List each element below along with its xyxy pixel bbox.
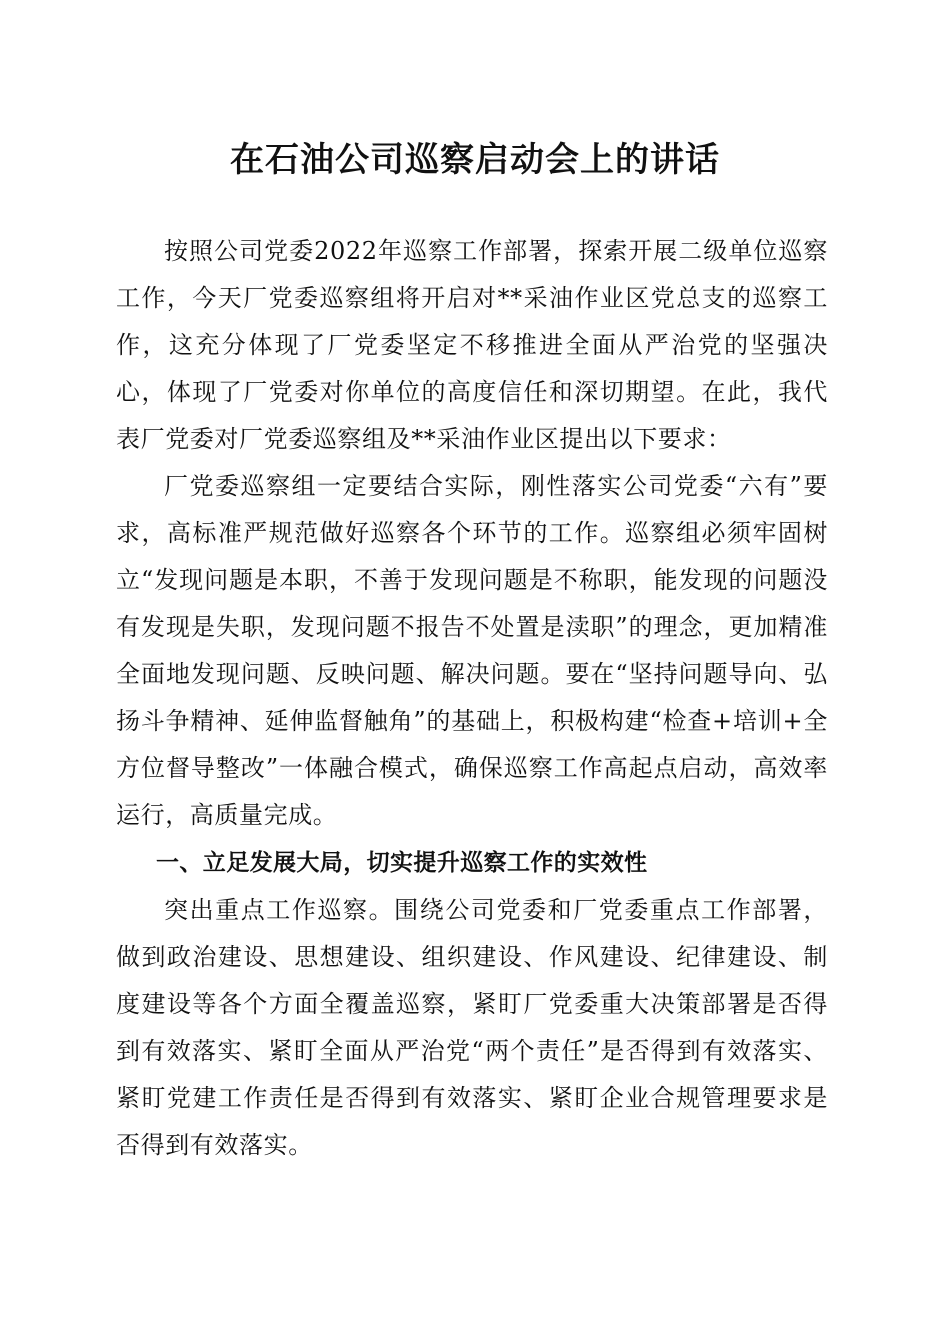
paragraph-section-1: 突出重点工作巡察。围绕公司党委和厂党委重点工作部署，做到政治建设、思想建设、组织建设、作风建设、纪律建设、制度建设等各个方面全覆盖巡察，紧盯厂党委重大决策部署是否得到有效落实、紧盯全面从严治党“两个责任”是否得到有效落实、紧盯党建工作责任是否得到有效落实、紧盯企业合规管理要求是否得到有效落实。 xyxy=(116,896,828,1159)
document-body xyxy=(116,228,828,1169)
paragraph-intro: 按照公司党委2022年巡察工作部署，探索开展二级单位巡察工作，今天厂党委巡察组将开启对**采油作业区党总支的巡察工作，这充分体现了厂党委坚定不移推进全面从严治党的坚强决心，体现了厂党委对你单位的高度信任和深切期望。在此，我代表厂党委对厂党委巡察组及**采油作业区提出以下要求： xyxy=(116,237,828,453)
document-title: 在石油公司巡察启动会上的讲话 xyxy=(230,140,720,180)
paragraph-requirements: 厂党委巡察组一定要结合实际，刚性落实公司党委“六有”要求，高标准严规范做好巡察各个环节的工作。巡察组必须牢固树立“发现问题是本职，不善于发现问题是不称职，能发现的问题没有发现是失职，发现问题不报告不处置是渎职”的理念，更加精准全面地发现问题、反映问题、解决问题。要在“坚持问题导向、弘扬斗争精神、延伸监督触角”的基础上，积极构建“检查+培训+全方位督导整改”一体融合模式，确保巡察工作高起点启动，高效率运行，高质量完成。 xyxy=(116,472,828,829)
section-heading: 一、立足发展大局，切实提升巡察工作的实效性 xyxy=(156,850,648,876)
